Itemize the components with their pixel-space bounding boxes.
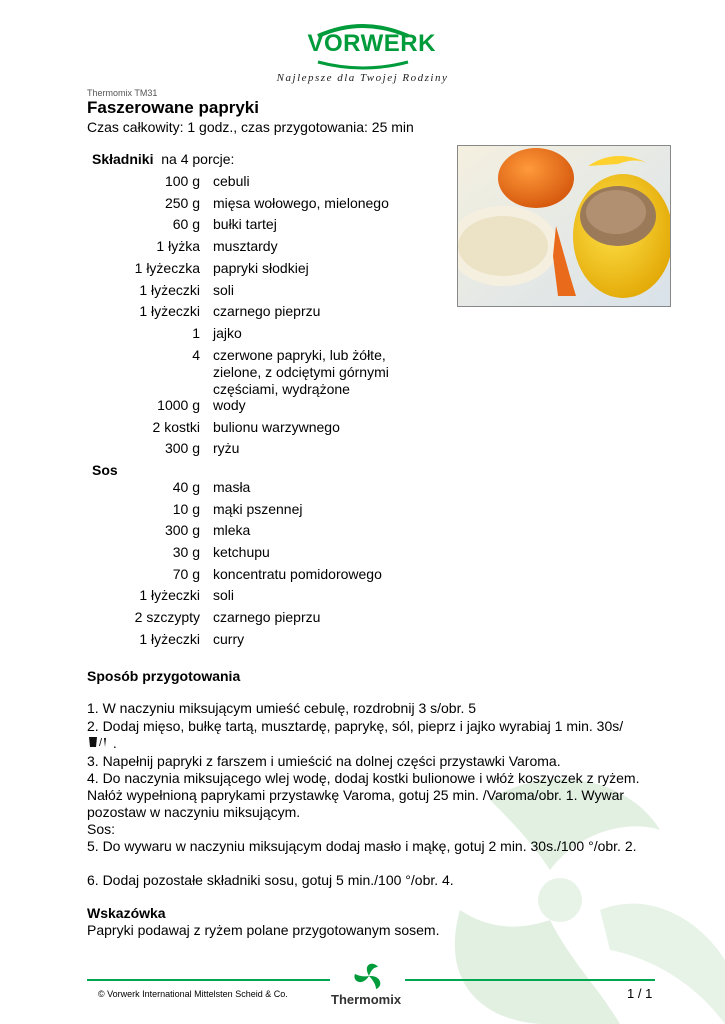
ingredient-name: soli <box>213 587 235 603</box>
tip-text: Papryki podawaj z ryżem polane przygotowanym sosem. <box>87 922 440 938</box>
portion-label: na 4 porcje: <box>161 151 235 167</box>
step-1: 1. W naczyniu miksującym umieść cebulę, rozdrobnij 3 s/obr. 5 <box>87 700 477 716</box>
reverse-icon <box>87 735 109 753</box>
ingredient-name: curry <box>213 631 245 647</box>
ingredient-name: czarnego pieprzu <box>213 609 321 625</box>
ingredient-name: jajko <box>213 325 242 341</box>
qty: 40 g <box>172 479 200 495</box>
ingredient-name: czarnego pieprzu <box>213 303 321 319</box>
step-4: 4. Do naczynia miksującego wlej wodę, dodaj kostki bulionowe i włóż koszyczek z ryżem. Nałóż wypełnioną paprykami przystawkę Varoma, gotuj 25 min. /Varoma/obr. 1. Wywar pozostaw w naczyniu miksującym. <box>87 770 640 820</box>
qty: 2 kostki <box>152 419 200 435</box>
qty: 10 g <box>172 501 200 517</box>
recipe-title: Faszerowane papryki <box>87 98 259 117</box>
ingredient-name: papryki słodkiej <box>213 260 309 276</box>
ingredient-name: soli <box>213 282 235 298</box>
qty: 1 łyżeczki <box>139 631 200 647</box>
footer-line-left <box>87 979 330 981</box>
step-3: 3. Napełnij papryki z farszem i umieścić na dolnej części przystawki Varoma. <box>87 753 561 769</box>
recipe-photo <box>457 145 671 307</box>
copyright: © Vorwerk International Mittelsten Scheid & Co. <box>98 989 288 999</box>
step-2 <box>87 718 677 753</box>
qty: 1 łyżeczka <box>134 260 200 276</box>
qty: 1 łyżka <box>156 238 200 254</box>
svg-text:/: / <box>99 737 103 750</box>
brand-header <box>0 22 725 75</box>
ingredient-name: ketchupu <box>213 544 270 560</box>
ingredient-name: bułki tartej <box>213 216 277 232</box>
slogan: Najlepsze dla Twojej Rodziny <box>276 72 449 84</box>
qty: 100 g <box>164 173 200 189</box>
qty: 1000 g <box>157 397 200 413</box>
recipe-time: Czas całkowity: 1 godz., czas przygotowania: 25 min <box>87 119 414 135</box>
step-2-text: 2. Dodaj mięso, bułkę tartą, musztardę, paprykę, sól, pieprz i jajko wyrabiaj 1 min. 30s/ <box>87 718 624 734</box>
qty: 60 g <box>172 216 200 232</box>
device-label: Thermomix TM31 <box>87 88 158 98</box>
thermomix-logo-icon <box>352 961 386 996</box>
ingredient-name: cebuli <box>213 173 250 189</box>
qty: 250 g <box>164 195 200 211</box>
qty: 1 łyżeczki <box>139 303 200 319</box>
qty: 1 <box>192 325 200 341</box>
thermomix-logo-text: Thermomix <box>331 992 402 1007</box>
ingredient-name: musztardy <box>213 238 278 254</box>
method-heading: Sposób przygotowania <box>87 668 241 684</box>
footer-line-right <box>405 979 655 981</box>
ingredient-name: wody <box>213 397 246 413</box>
qty: 1 łyżeczki <box>139 587 200 603</box>
ingredient-name: ryżu <box>213 440 240 456</box>
step-5: 5. Do wywaru w naczyniu miksującym dodaj masło i mąkę, gotuj 2 min. 30s./100 °/obr. 2. <box>87 838 637 854</box>
sauce-label: Sos: <box>87 821 116 837</box>
tip-heading: Wskazówka <box>87 905 166 921</box>
qty: 2 szczypty <box>134 609 200 625</box>
ingredient-name: mięsa wołowego, mielonego <box>213 195 389 211</box>
ingredient-name: mleka <box>213 522 251 538</box>
page-number: 1 / 1 <box>627 986 653 1001</box>
qty: 1 łyżeczki <box>139 282 200 298</box>
sauce-heading: Sos <box>92 462 118 478</box>
ingredient-name: czerwone papryki, lub żółte, zielone, z odciętymi górnymi częściami, wydrążone <box>213 347 389 397</box>
ingredient-name: mąki pszennej <box>213 501 303 517</box>
qty: 300 g <box>164 522 200 538</box>
ingredient-name: koncentratu pomidorowego <box>213 566 382 582</box>
step-6: 6. Dodaj pozostałe składniki sosu, gotuj 5 min./100 °/obr. 4. <box>87 872 454 888</box>
ingredients-label: Składniki <box>92 151 154 167</box>
ingredient-name: masła <box>213 479 251 495</box>
step-2-end: . <box>112 735 117 751</box>
logo-text: VORWERK <box>307 30 436 57</box>
qty: 30 g <box>172 544 200 560</box>
vorwerk-logo <box>307 22 436 70</box>
qty: 70 g <box>172 566 200 582</box>
qty: 4 <box>192 347 200 363</box>
ingredient-name: bulionu warzywnego <box>213 419 340 435</box>
qty: 300 g <box>164 440 200 456</box>
ingredients-heading <box>92 151 234 167</box>
